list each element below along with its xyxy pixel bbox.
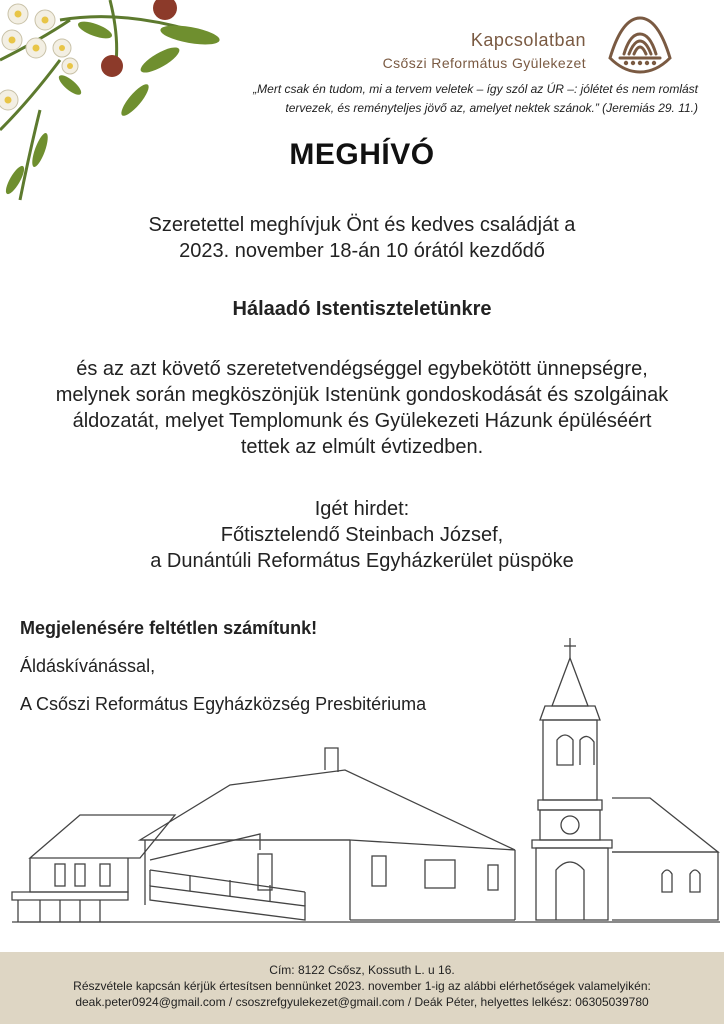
brand-subtitle: Csőszi Református Gyülekezet: [382, 55, 586, 71]
floral-corner-decoration: [0, 0, 230, 210]
congregation-logo-icon: [604, 14, 676, 76]
footer-rsvp: Részvétele kapcsán kérjük értesítsen bennünket 2023. november 1-ig az alábbi elérhetőségek valamelyikén:: [73, 979, 651, 993]
invitation-intro: [30, 212, 694, 264]
quote-line-2: tervezek, és reményteljes jövő az, amelyet nektek szánok.” (Jeremiás 29. 11.): [285, 101, 698, 115]
intro-line-1: Szeretettel meghívjuk Önt és kedves családját a: [148, 214, 576, 236]
brand-header: [374, 14, 704, 76]
page-title: MEGHÍVÓ: [289, 138, 435, 171]
footer-contacts: deak.peter0924@gmail.com / csoszrefgyulekezet@gmail.com / Deák Péter, helyettes lelkész: 06305039780: [75, 995, 649, 1009]
quote-line-1: „Mert csak én tudom, mi a tervem veletek – így szól az ÚR –: jólétet és nem romlást: [253, 82, 698, 96]
preacher-name: Főtisztelendő Steinbach József,: [220, 524, 504, 546]
body-line-3: áldozatát, melyet Templomunk és Gyülekezeti Házunk épüléséért: [72, 410, 652, 432]
preacher-label: Igét hirdet:: [314, 498, 410, 520]
signature-text: A Csőszi Református Egyházközség Presbitériuma: [20, 694, 427, 714]
footer-contact-bar: [0, 952, 724, 1024]
event-name: Hálaadó Istentiszteletünkre: [232, 298, 492, 320]
footer-address: Cím: 8122 Csősz, Kossuth L. u 16.: [269, 963, 455, 977]
blessing-text: Áldáskívánással,: [20, 656, 156, 676]
preacher-block: [30, 496, 694, 574]
brand-title: Kapcsolatban: [470, 30, 586, 50]
body-line-2: melynek során megköszönjük Istenünk gondoskodását és szolgáinak: [55, 384, 669, 406]
body-line-4: tettek az elmúlt évtizedben.: [240, 436, 484, 458]
body-line-1: és az azt követő szeretetvendégséggel egybekötött ünnepségre,: [76, 358, 648, 380]
attendance-expectation: Megjelenésére feltétlen számítunk!: [20, 618, 318, 638]
preacher-role: a Dunántúli Református Egyházkerület püspöke: [150, 550, 574, 572]
invitation-body: [30, 356, 694, 460]
bible-quote: [200, 80, 698, 118]
intro-line-2: 2023. november 18-án 10 órától kezdődő: [179, 240, 545, 262]
